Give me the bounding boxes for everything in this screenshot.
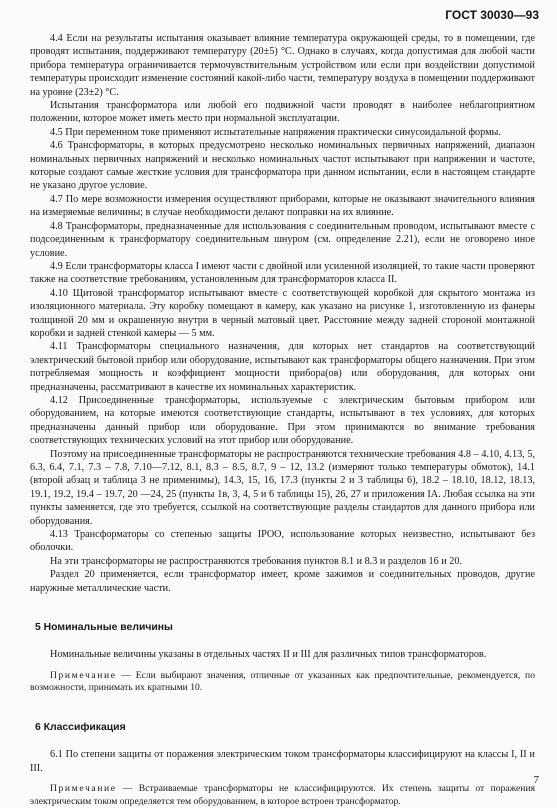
paragraph-4-12-cont: Поэтому на присоединенные трансформаторы не распространяются технические требования 4.8 – 4.10, 4.13, 5, 6.3, 6.4, 7.1, 7.3 – 7.8, 7.10—7.12, 8.1, 8.3 – 8.5, 8.7, 9 – 12, 13.2 (измеряют только температуры обмоток), 14.1 (второй абзац и таблица 3 не применимы), 14.3, 15, 16, 17.3 (пункты 2 и 3 таблицы 6), 18.2 – 18.10, 18.12, 18.13, 19.1, 19.2, 19.4 – 19.7, 20 —24, 25 (пункты 1в, 3, 4, 5 и 6 таблицы 15), 26, 27 и приложения IA. Любая ссылка на эти пункты заменяется, где это требуется, ссылкой на соответствующие разделы стандартов для данного прибора или оборудования. (30, 448, 535, 527)
paragraph-4-9: 4.9 Если трансформаторы класса I имеют части с двойной или усиленной изоляцией, то такие части проверяют также на соответствие требованиям, установленным для трансформаторов класса II. (30, 260, 535, 286)
page-content (30, 32, 535, 808)
note-text: — Если выбирают значения, отличные от указанных как предпочтительные, рекомендуется, по возможности, принимать их кратными 10. (30, 669, 535, 694)
section-6-heading: 6 Классификация (35, 722, 126, 734)
paragraph-4-4-cont: Испытания трансформатора или любой его подвижной части проводят в наиболее неблагоприятном положении, которое может иметь место при нормальной эксплуатации. (30, 100, 535, 125)
paragraph-4-8: 4.8 Трансформаторы, предназначенные для использования с соединительным проводом, испытывают вместе с подсоединенным к трансформатору соединительным шнуром (см. определение 2.21), если не оговорено иное условие. (30, 220, 535, 259)
section-5-note (30, 670, 535, 695)
paragraph-4-13-section20: Раздел 20 применяется, если трансформатор имеет, кроме зажимов и соединительных проводов, другие наружные металлические части. (30, 569, 535, 594)
paragraph-4-7: 4.7 По мере возможности измерения осуществляют приборами, которые не оказывают значительного влияния на измеряемые величины; в случае необходимости делают поправки на их влияние. (30, 193, 535, 219)
paragraph-4-10: 4.10 Щитовой трансформатор испытывают вместе с соответствующей коробкой для скрытого монтажа из изоляционного материала. Эту коробку помещают в камеру, как указано на рисунке 1, изготовленную из фанеры толщиной 20 мм и окрашенную внутри в черный матовый цвет. Расстояние между задней стороной монтажной коробки и задней стенкой камеры — 5 мм. (30, 287, 535, 339)
paragraph-4-12: 4.12 Присоединенные трансформаторы, используемые с электрическим бытовым прибором или оборудованием, на которые имеются соответствующие стандарты, испытывают в тех условиях, для которых предназначены данный прибор или оборудование. При этом принимаются во внимание требования соответствующих технических условий на этот прибор или оборудование. (30, 394, 535, 447)
section-5-heading: 5 Номинальные величины (35, 622, 173, 634)
paragraph-4-4: 4.4 Если на результаты испытания оказывает влияние температура окружающей среды, то в помещении, где проводят испытания, поддерживают температуру (20±5) °С. Однако в случаях, когда допустимая для любой части прибора температура ограничивается термочувствительным устройством или если при воздействии допустимой температуры происходит изменение состояний какой-либо части, температуру воздуха в помещении поддерживают на уровне (23±2) °С. (30, 33, 535, 98)
paragraph-4-11: 4.11 Трансформаторы специального назначения, для которых нет стандартов на соответствующий электрический бытовой прибор или оборудование, испытывают как трансформаторы общего назначения. При этом потребляемая мощность и коэффициент мощности прибора(ов) или оборудования, для которых они предназначены, рассматривают в качестве их номинальных характеристик. (30, 341, 535, 393)
paragraph-4-13: 4.13 Трансформаторы со степенью защиты IPOO, использование которых неизвестно, испытывают без оболочки. (30, 529, 535, 554)
page-number: 7 (533, 774, 539, 786)
paragraph-4-6: 4.6 Трансформаторы, в которых предусмотрено несколько номинальных первичных напряжений, диапазон номинальных первичных напряжений и несколько номинальных частот испытывают при напряжении и частоте, которые создают самые жесткие условия для трансформатора при данном испытании, если в настоящем стандарте не указано другое условие. (30, 140, 535, 192)
note-text: — Встраиваемые трансформаторы не классифицируются. Их степень защиты от поражения электрическим током определяется тем оборудованием, в которое встроен трансформатор. (30, 783, 535, 807)
note-label: Примечание (50, 783, 117, 795)
paragraph-4-13-cont: На эти трансформаторы не распространяются требования пунктов 8.1 и 8.3 и разделов 16 и 20. (50, 555, 463, 567)
page-header: ГОСТ 30030—93 (445, 8, 539, 22)
section-6-text: 6.1 По степени защиты от поражения электрическим током трансформаторы классифицируют на классы I, II и III. (30, 749, 535, 774)
paragraph-4-5: 4.5 При переменном токе применяют испытательные напряжения практически синусоидальной формы. (50, 126, 501, 138)
note-label: Примечание (50, 669, 117, 681)
section-5-text: Номинальные величины указаны в отдельных частях II и III для различных типов трансформаторов. (50, 649, 487, 661)
